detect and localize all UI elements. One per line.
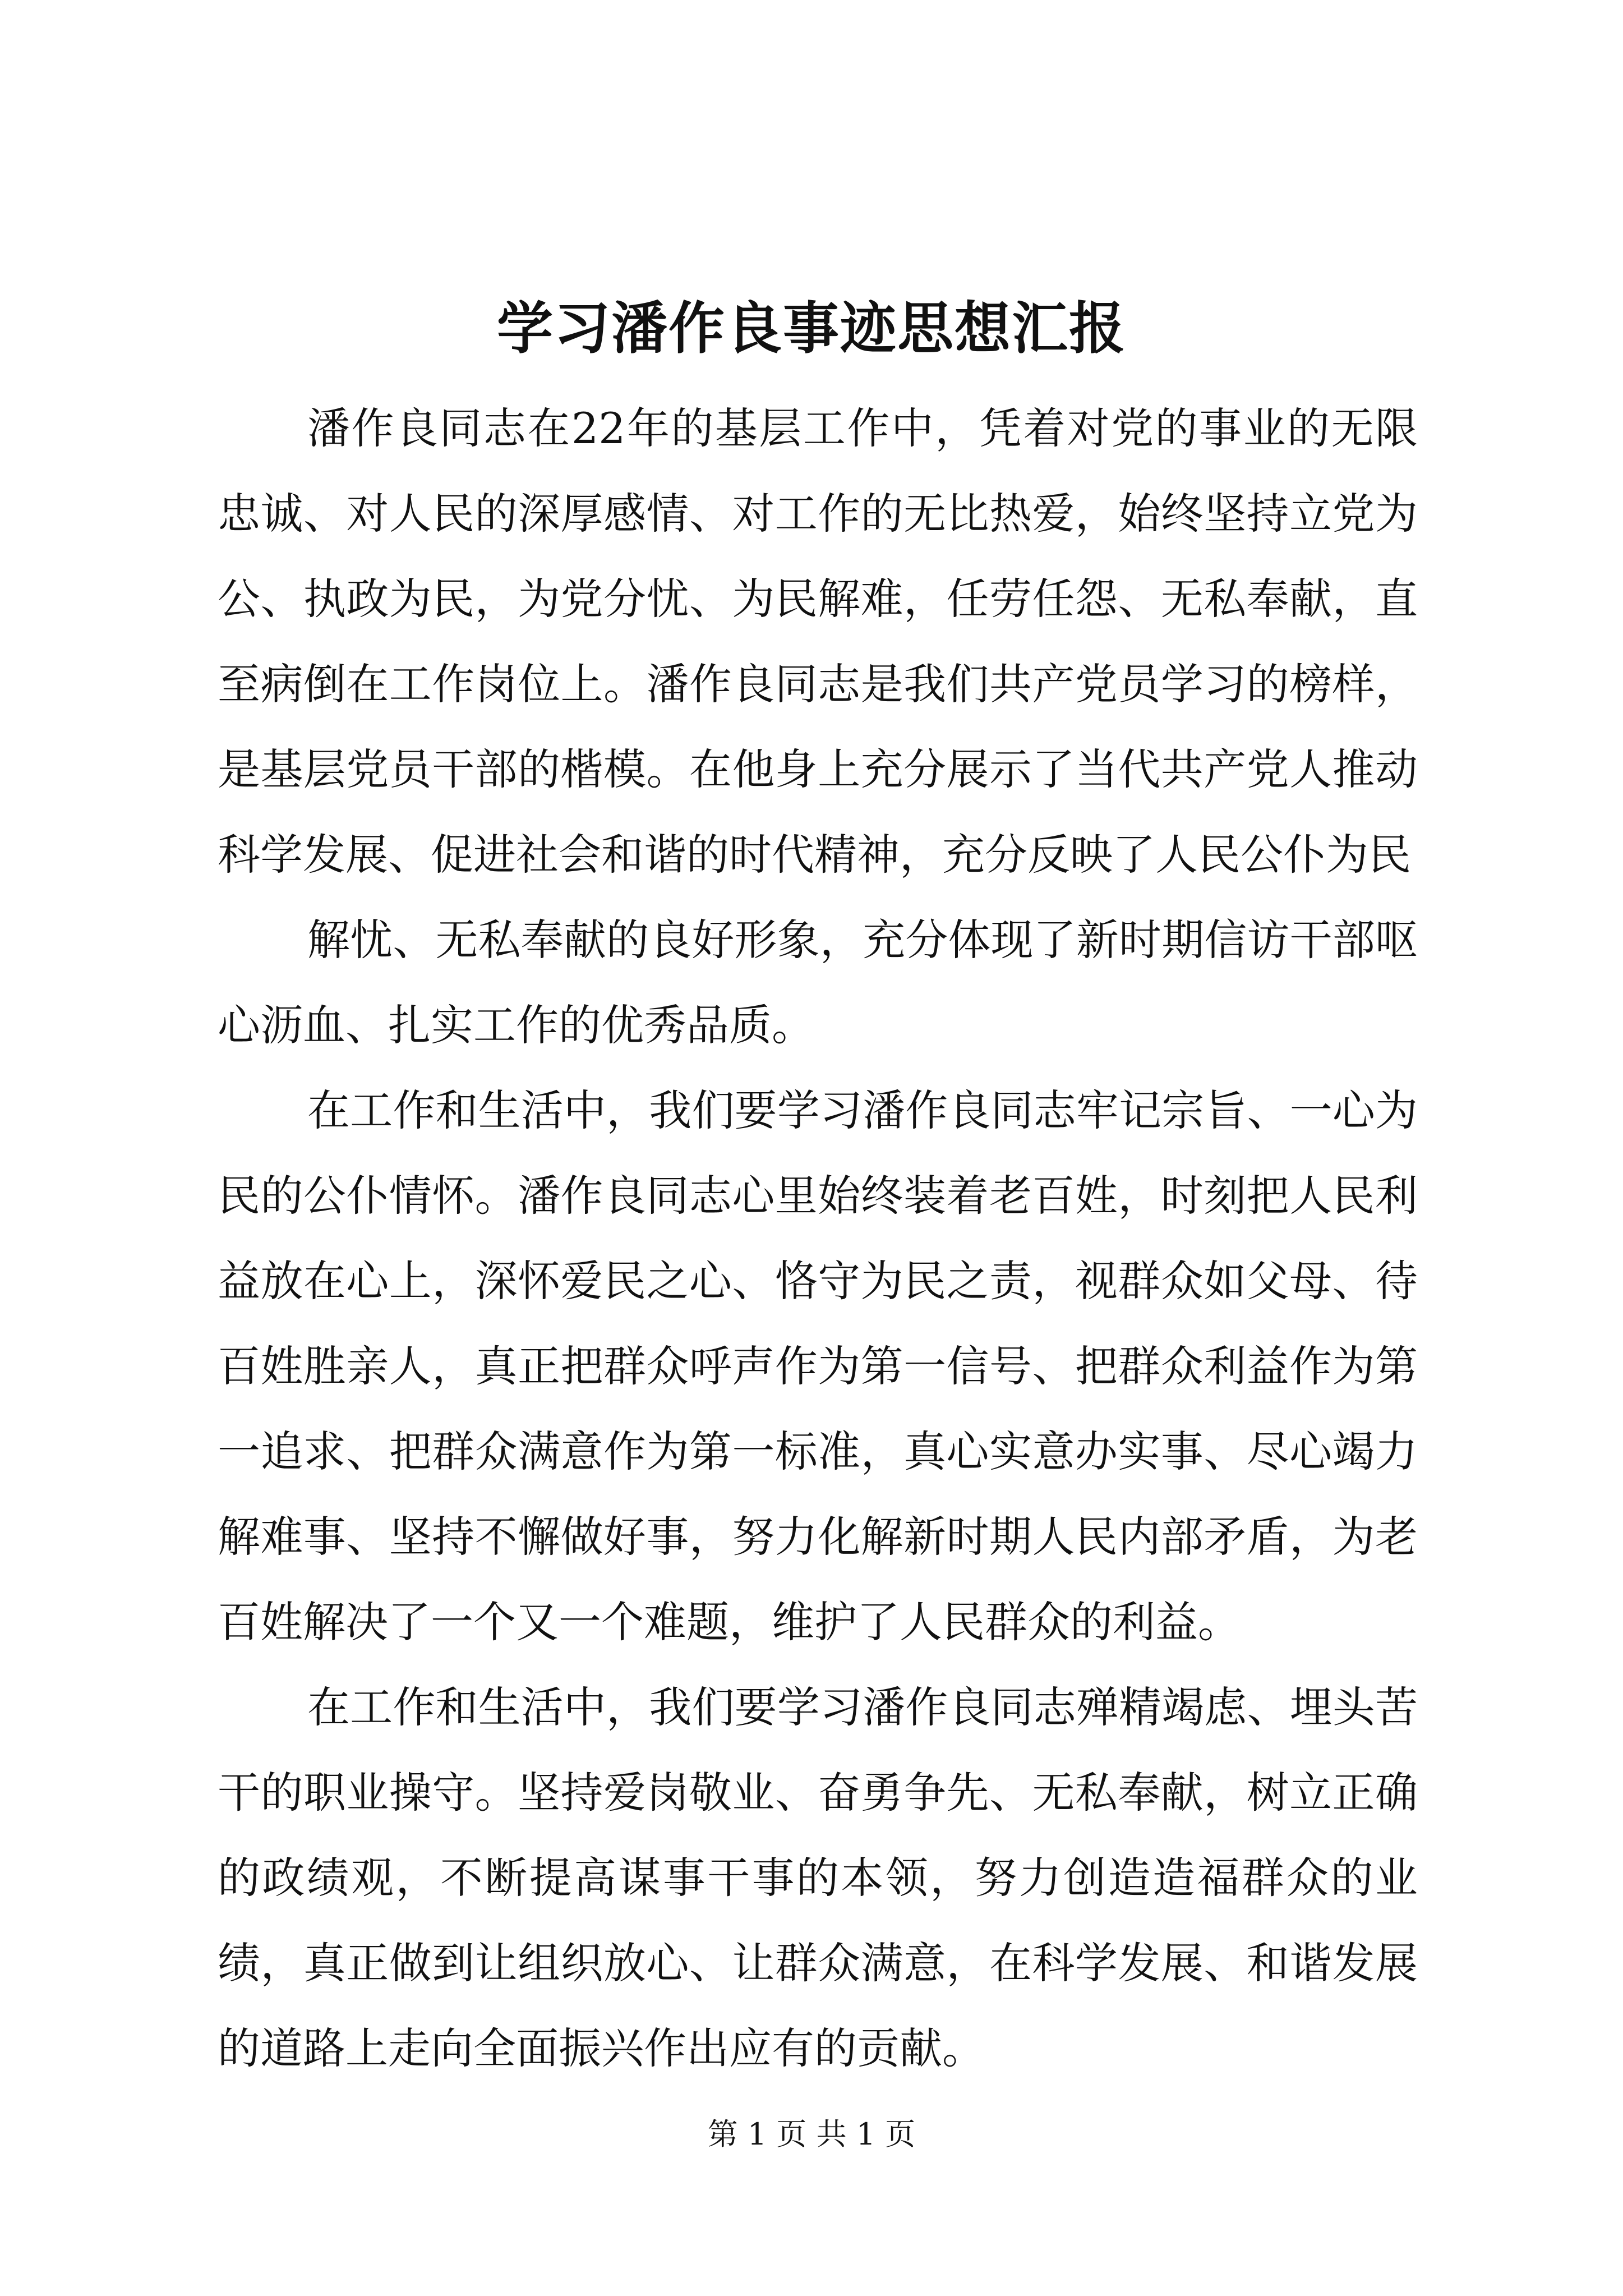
page-footer: 第 1 页 共 1 页 [707,2116,916,2152]
document-title: 学习潘作良事迹思想汇报 [497,295,1126,361]
document-body [218,386,1418,2091]
paragraph-1: 潘作良同志在22年的基层工作中，凭着对党的事业的无限忠诚、对人民的深厚感情、对工作的无比热爱，始终坚持立党为公、执政为民，为党分忧、为民解难，任劳任怨、无私奉献，直至病倒在工作岗位上。潘作良同志是我们共产党员学习的榜样，是基层党员干部的楷模。在他身上充分展示了当代共产党人推动科学发展、促进社会和谐的时代精神，充分反映了人民公仆为民 [218,403,1418,880]
paragraph-4: 在工作和生活中，我们要学习潘作良同志殚精竭虑、埋头苦干的职业操守。坚持爱岗敬业、奋勇争先、无私奉献，树立正确的政绩观，不断提高谋事干事的本领，努力创造造福群众的业绩，真正做到让组织放心、让群众满意，在科学发展、和谐发展的道路上走向全面振兴作出应有的贡献。 [218,1682,1418,2073]
paragraph-3: 在工作和生活中，我们要学习潘作良同志牢记宗旨、一心为民的公仆情怀。潘作良同志心里始终装着老百姓，时刻把人民利益放在心上，深怀爱民之心、恪守为民之责，视群众如父母、待百姓胜亲人，真正把群众呼声作为第一信号、把群众利益作为第一追求、把群众满意作为第一标准，真心实意办实事、尽心竭力解难事、坚持不懈做好事，努力化解新时期人民内部矛盾，为老百姓解决了一个又一个难题，维护了人民群众的利益。 [218,1085,1418,1647]
paragraph-2: 解忧、无私奉献的良好形象，充分体现了新时期信访干部呕心沥血、扎实工作的优秀品质。 [218,915,1418,1050]
